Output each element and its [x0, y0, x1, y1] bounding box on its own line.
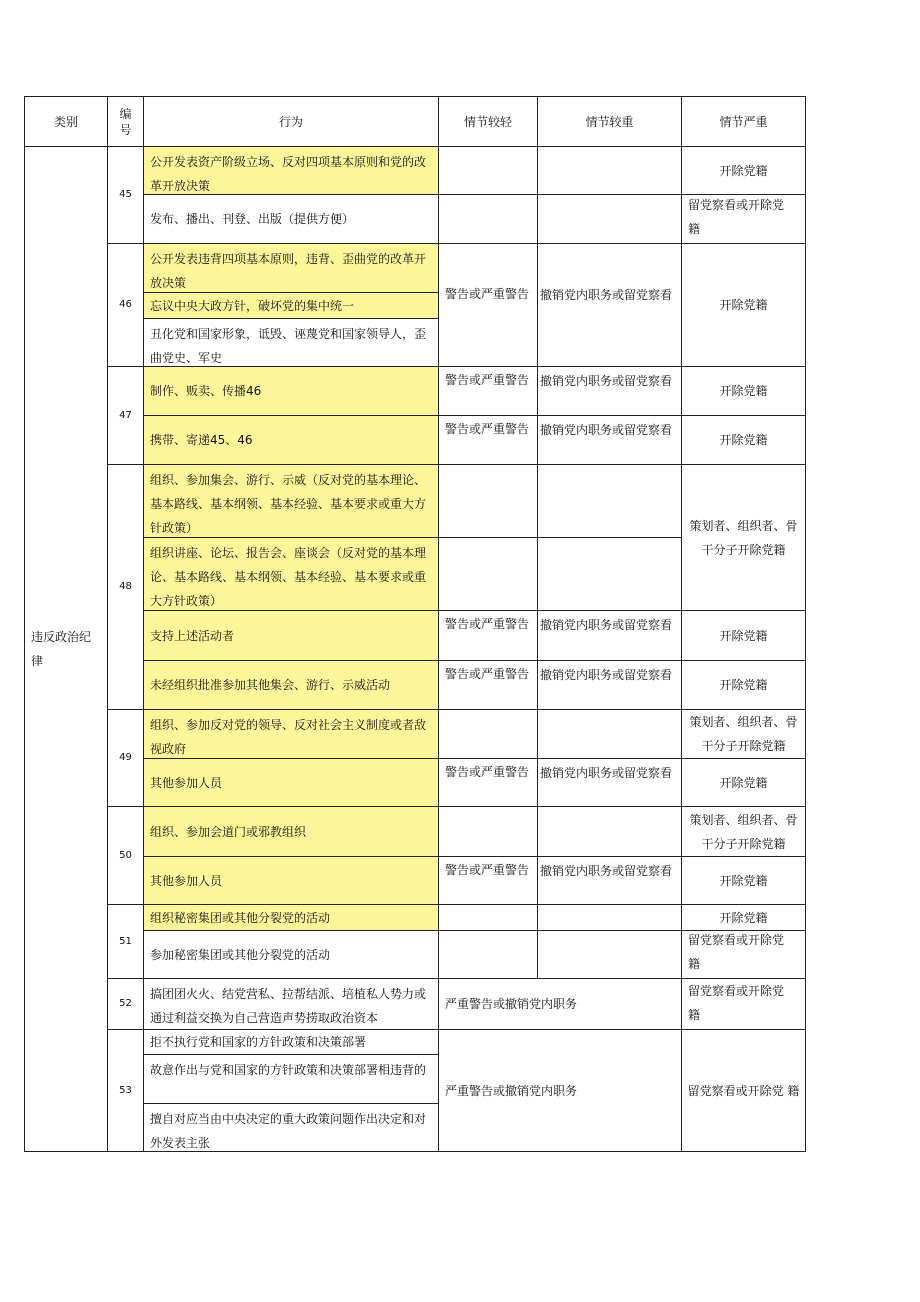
- heavy-cell: [537, 146, 682, 195]
- severe-cell: 策划者、组织者、骨干分子开除党籍: [681, 709, 806, 759]
- light-cell: 警告或严重警告: [438, 243, 538, 367]
- behavior-cell: 组织秘密集团或其他分裂党的活动: [143, 904, 439, 931]
- behavior-cell: 制作、贩卖、传播46: [143, 366, 439, 416]
- behavior-cell: 组织、参加会道门或邪教组织: [143, 806, 439, 857]
- header-category: 类别: [24, 96, 108, 147]
- light-cell: [438, 806, 538, 857]
- light-cell: [438, 146, 538, 195]
- heavy-cell: 撤销党内职务或留党察看: [537, 758, 682, 807]
- severe-cell: 开除党籍: [681, 660, 806, 710]
- light-cell: [438, 709, 538, 759]
- behavior-cell: 携带、寄递45、46: [143, 415, 439, 465]
- severe-cell: 开除党籍: [681, 610, 806, 661]
- severe-cell: 留党察看或开除党 籍: [681, 930, 806, 979]
- header-heavy: 情节较重: [537, 96, 682, 147]
- rule-number: 52: [107, 978, 144, 1030]
- rule-number: 51: [107, 904, 144, 979]
- behavior-cell: 搞团团火火、结党营私、拉帮结派、培植私人势力或通过利益交换为自己营造声势捞取政治资本: [143, 978, 439, 1030]
- heavy-cell: [537, 904, 682, 931]
- severe-cell: 开除党籍: [681, 904, 806, 931]
- heavy-cell: 撤销党内职务或留党察看: [537, 660, 682, 710]
- header-number: 编 号: [107, 96, 144, 147]
- severe-cell: 开除党籍: [681, 366, 806, 416]
- behavior-cell: 参加秘密集团或其他分裂党的活动: [143, 930, 439, 979]
- behavior-cell: 公开发表违背四项基本原则，违背、歪曲党的改革开放决策: [143, 243, 439, 293]
- heavy-cell: [537, 194, 682, 244]
- heavy-cell: 撤销党内职务或留党察看: [537, 366, 682, 416]
- behavior-cell: 组织、参加反对党的领导、反对社会主义制度或者敌视政府: [143, 709, 439, 759]
- behavior-cell: 支持上述活动者: [143, 610, 439, 661]
- behavior-cell: 未经组织批准参加其他集会、游行、示威活动: [143, 660, 439, 710]
- behavior-cell: 擅自对应当由中央决定的重大政策问题作出决定和对外发表主张: [143, 1103, 439, 1152]
- header-light: 情节较轻: [438, 96, 538, 147]
- severe-cell: 策划者、组织者、骨干分子开除党籍: [681, 806, 806, 857]
- light-cell: 警告或严重警告: [438, 660, 538, 710]
- rule-number: 49: [107, 709, 144, 807]
- severe-cell: 留党察看或开除党 籍: [681, 978, 806, 1030]
- rule-number: 46: [107, 243, 144, 367]
- severe-cell: 留党察看或开除党 籍: [681, 194, 806, 244]
- severe-cell: 开除党籍: [681, 758, 806, 807]
- light-cell: 警告或严重警告: [438, 415, 538, 465]
- behavior-cell: 拒不执行党和国家的方针政策和决策部署: [143, 1029, 439, 1055]
- light-cell: [438, 464, 538, 538]
- heavy-cell: 撤销党内职务或留党察看: [537, 415, 682, 465]
- light-heavy-cell: 严重警告或撤销党内职务: [438, 978, 682, 1030]
- severe-cell: 开除党籍: [681, 415, 806, 465]
- category-cell: 违反政治纪律: [24, 146, 108, 1152]
- behavior-cell: 其他参加人员: [143, 758, 439, 807]
- behavior-cell: 组织、参加集会、游行、示威（反对党的基本理论、基本路线、基本纲领、基本经验、基本要求或重大方针政策）: [143, 464, 439, 538]
- header-behavior: 行为: [143, 96, 439, 147]
- light-cell: [438, 537, 538, 611]
- light-cell: 警告或严重警告: [438, 610, 538, 661]
- light-heavy-cell: 严重警告或撤销党内职务: [438, 1029, 682, 1152]
- light-cell: [438, 904, 538, 931]
- behavior-cell: 组织讲座、论坛、报告会、座谈会（反对党的基本理论、基本路线、基本纲领、基本经验、基本要求或重大方针政策）: [143, 537, 439, 611]
- header-severe: 情节严重: [681, 96, 806, 147]
- rule-number: 48: [107, 464, 144, 710]
- severe-cell: 开除党籍: [681, 243, 806, 367]
- heavy-cell: [537, 806, 682, 857]
- rule-number: 50: [107, 806, 144, 905]
- heavy-cell: [537, 930, 682, 979]
- heavy-cell: 撤销党内职务或留党察看: [537, 610, 682, 661]
- severe-cell: 开除党籍: [681, 146, 806, 195]
- severe-cell: 策划者、组织者、骨干分子开除党籍: [681, 464, 806, 611]
- behavior-cell: 忘议中央大政方针，破坏党的集中统一: [143, 292, 439, 319]
- heavy-cell: [537, 709, 682, 759]
- heavy-cell: 撤销党内职务或留党察看: [537, 243, 682, 367]
- light-cell: 警告或严重警告: [438, 366, 538, 416]
- light-cell: [438, 930, 538, 979]
- light-cell: [438, 194, 538, 244]
- rule-number: 47: [107, 366, 144, 465]
- behavior-cell: 其他参加人员: [143, 856, 439, 905]
- behavior-cell: 公开发表资产阶级立场、反对四项基本原则和党的改革开放决策: [143, 146, 439, 195]
- rule-number: 53: [107, 1029, 144, 1152]
- behavior-cell: 故意作出与党和国家的方针政策和决策部署相违背的: [143, 1054, 439, 1104]
- behavior-cell: 发布、播出、刊登、出版（提供方便）: [143, 194, 439, 244]
- rule-number: 45: [107, 146, 144, 244]
- heavy-cell: 撤销党内职务或留党察看: [537, 856, 682, 905]
- light-cell: 警告或严重警告: [438, 856, 538, 905]
- severe-cell: 留党察看或开除党 籍: [681, 1029, 806, 1152]
- heavy-cell: [537, 537, 682, 611]
- behavior-cell: 丑化党和国家形象，诋毁、诬蔑党和国家领导人，歪曲党史、军史: [143, 318, 439, 367]
- light-cell: 警告或严重警告: [438, 758, 538, 807]
- severe-cell: 开除党籍: [681, 856, 806, 905]
- heavy-cell: [537, 464, 682, 538]
